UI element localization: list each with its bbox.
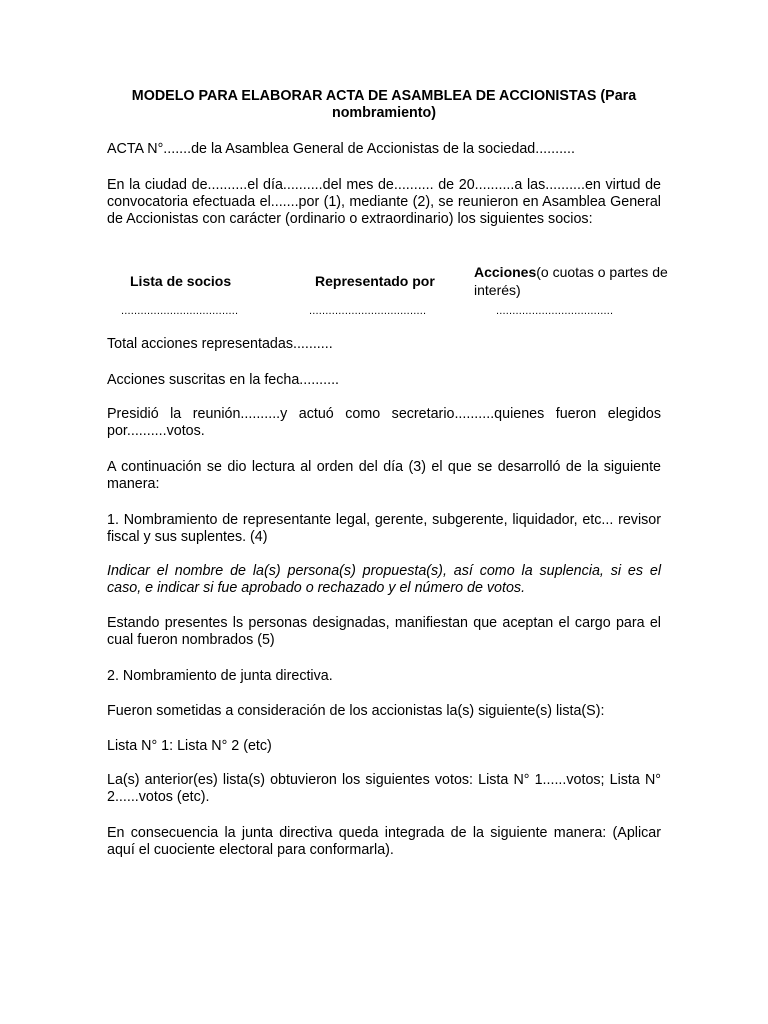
presidio-paragraph: Presidió la reunión..........y actuó como secretario..........quienes fueron elegidos por..........votos.	[107, 406, 661, 439]
header-acciones	[474, 263, 674, 299]
acciones-suscritas: Acciones suscritas en la fecha..........	[107, 372, 340, 388]
header-acciones-rest: (o cuotas o partes de interés)	[474, 264, 668, 298]
votos-paragraph: La(s) anterior(es) lista(s) obtuvieron los siguientes votos: Lista N° 1......votos; Lista N° 2......votos (etc).	[107, 772, 661, 805]
item-1: 1. Nombramiento de representante legal, gerente, subgerente, liquidador, etc... revisor fiscal y sus suplentes. (4)	[107, 512, 661, 545]
header-acciones-bold: Acciones	[474, 264, 537, 280]
estando-paragraph: Estando presentes ls personas designadas, manifiestan que aceptan el cargo para el cual fueron nombrados (5)	[107, 615, 661, 648]
fill-acciones: ....................................	[496, 305, 614, 317]
document-title: MODELO PARA ELABORAR ACTA DE ASAMBLEA DE ACCIONISTAS (Para nombramiento)	[131, 88, 637, 121]
total-acciones: Total acciones representadas..........	[107, 336, 333, 352]
fill-lista-socios: ....................................	[121, 305, 239, 317]
header-representado-por: Representado por	[315, 273, 435, 289]
consecuencia-paragraph: En consecuencia la junta directiva queda integrada de la siguiente manera: (Aplicar aquí el cuociente electoral para conformarla).	[107, 825, 661, 858]
item-1-note: Indicar el nombre de la(s) persona(s) propuesta(s), así como la suplencia, si es el caso, e indicar si fue aprobado o rechazado y el número de votos.	[107, 563, 661, 596]
fueron-paragraph: Fueron sometidas a consideración de los accionistas la(s) siguiente(s) lista(S):	[107, 703, 605, 719]
header-lista-socios: Lista de socios	[130, 273, 232, 289]
acta-line: ACTA N°.......de la Asamblea General de Accionistas de la sociedad..........	[107, 141, 575, 157]
item-2: 2. Nombramiento de junta directiva.	[107, 668, 333, 684]
continuacion-paragraph: A continuación se dio lectura al orden del día (3) el que se desarrolló de la siguiente manera:	[107, 459, 661, 492]
intro-paragraph: En la ciudad de..........el día..........del mes de.......... de 20..........a las..........en virtud de convocatoria efectuada el.......por (1), mediante (2), se reunieron en Asamblea General de Accionistas con carácter (ordinario o extraordinario) los siguientes socios:	[107, 177, 661, 227]
listas-line: Lista N° 1: Lista N° 2 (etc)	[107, 738, 272, 754]
fill-representado-por: ....................................	[309, 305, 427, 317]
